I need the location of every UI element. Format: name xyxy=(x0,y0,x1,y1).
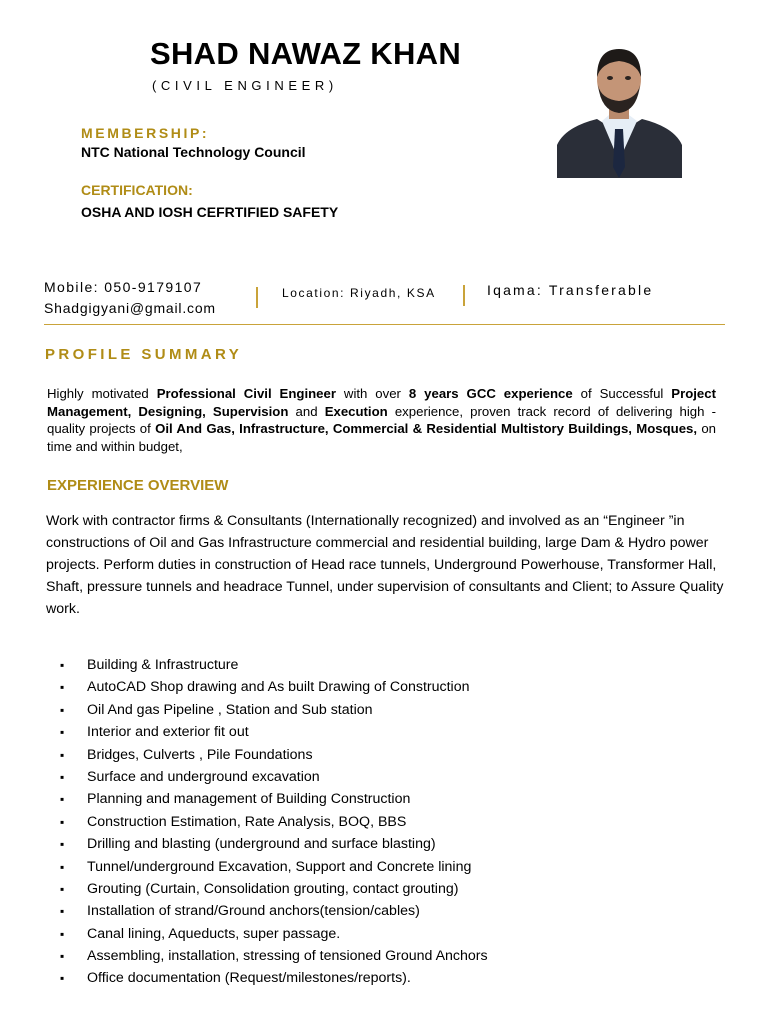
list-item xyxy=(60,967,488,989)
bullet-icon: ▪ xyxy=(60,702,65,717)
list-item xyxy=(60,833,488,855)
bullet-icon: ▪ xyxy=(60,881,65,896)
list-item-text: Tunnel/underground Excavation, Support and Concrete lining xyxy=(87,858,472,875)
list-item-text: Interior and exterior fit out xyxy=(87,724,249,741)
profile-summary-segment: Project Management, Designing, Supervision xyxy=(47,386,716,419)
profile-summary-segment: Highly motivated xyxy=(47,386,157,401)
location: Location: Riyadh, KSA xyxy=(282,286,436,300)
list-item xyxy=(60,788,488,810)
candidate-name: SHAD NAWAZ KHAN xyxy=(150,36,462,71)
list-item-text: Assembling, installation, stressing of tensioned Ground Anchors xyxy=(87,948,488,965)
list-item-text: Planning and management of Building Construction xyxy=(87,791,411,808)
bullet-icon: ▪ xyxy=(60,971,65,986)
list-item xyxy=(60,744,488,766)
profile-summary-segment: on time and within budget, xyxy=(47,421,716,454)
bullet-icon: ▪ xyxy=(60,680,65,695)
email-address: Shadgigyani@gmail.com xyxy=(44,300,216,316)
list-item-text: Grouting (Curtain, Consolidation grouting, contact grouting) xyxy=(87,880,459,897)
profile-summary-heading: PROFILE SUMMARY xyxy=(45,346,243,363)
list-item-text: Oil And gas Pipeline , Station and Sub station xyxy=(87,701,373,718)
profile-summary-segment: experience, proven track record of delivering high - quality projects of xyxy=(47,403,716,436)
list-item xyxy=(60,900,488,922)
list-item xyxy=(60,654,488,676)
bullet-icon: ▪ xyxy=(60,725,65,740)
bullet-icon: ▪ xyxy=(60,769,65,784)
contact-divider xyxy=(256,287,258,308)
list-item-text: Surface and underground excavation xyxy=(87,768,320,785)
bullet-icon: ▪ xyxy=(60,747,65,762)
mobile-number: Mobile: 050-9179107 xyxy=(44,279,203,295)
list-item-text: Bridges, Culverts , Pile Foundations xyxy=(87,746,313,763)
list-item xyxy=(60,878,488,900)
list-item xyxy=(60,766,488,788)
profile-summary-segment: with over xyxy=(335,386,409,401)
list-item-text: Office documentation (Request/milestones/reports). xyxy=(87,970,411,987)
contact-divider xyxy=(463,285,465,306)
experience-overview-text: Work with contractor firms & Consultants (Internationally recognized) and involved as an “Engineer ”in constructions of Oil and Gas Infrastructure commercial and residential building, large Dam & Hydro power projects. Perform duties in construction of Head race tunnels, Underground Powerhouse, Transformer Hall, Shaft, pressure tunnels and headrace Tunnel, under supervision of consultants and Client; to Assure Quality work. xyxy=(46,513,724,617)
profile-summary-segment: 8 years GCC experience xyxy=(408,386,573,401)
profile-summary-segment: Execution xyxy=(324,403,388,419)
list-item-text: Canal lining, Aqueducts, super passage. xyxy=(87,925,341,942)
experience-overview-heading: EXPERIENCE OVERVIEW xyxy=(47,477,229,494)
portrait-image xyxy=(557,41,682,178)
bullet-icon: ▪ xyxy=(60,814,65,829)
membership-label: MEMBERSHIP: xyxy=(81,125,210,141)
certification-label: CERTIFICATION: xyxy=(81,182,193,198)
list-item xyxy=(60,721,488,743)
certification-value: OSHA AND IOSH CEFRTIFIED SAFETY xyxy=(81,204,339,220)
list-item xyxy=(60,945,488,967)
profile-summary-segment: of Successful xyxy=(572,386,672,401)
list-item xyxy=(60,923,488,945)
profile-summary-text xyxy=(47,385,716,455)
bullet-icon: ▪ xyxy=(60,949,65,964)
list-item-text: Drilling and blasting (underground and surface blasting) xyxy=(87,836,436,853)
list-item-text: Installation of strand/Ground anchors(tension/cables) xyxy=(87,903,420,920)
list-item xyxy=(60,811,488,833)
header-divider xyxy=(44,324,725,325)
iqama-status: Iqama: Transferable xyxy=(487,282,654,298)
profile-summary-segment: Professional Civil Engineer xyxy=(156,386,336,401)
bullet-icon: ▪ xyxy=(60,904,65,919)
profile-photo xyxy=(557,41,682,178)
bullet-icon: ▪ xyxy=(60,859,65,874)
list-item xyxy=(60,699,488,721)
bullet-icon: ▪ xyxy=(60,837,65,852)
bullet-icon: ▪ xyxy=(60,926,65,941)
profile-summary-segment: and xyxy=(288,403,325,419)
experience-list xyxy=(60,654,488,990)
profile-summary-segment: Oil And Gas, Infrastructure, Commercial & Residential Multistory Buildings, Mosques, xyxy=(155,421,698,436)
bullet-icon: ▪ xyxy=(60,658,65,672)
membership-value: NTC National Technology Council xyxy=(81,144,306,160)
candidate-role: (CIVIL ENGINEER) xyxy=(152,78,338,93)
list-item xyxy=(60,676,488,698)
list-item-text: AutoCAD Shop drawing and As built Drawing of Construction xyxy=(87,679,470,696)
bullet-icon: ▪ xyxy=(60,792,65,807)
list-item xyxy=(60,856,488,878)
list-item-text: Building & Infrastructure xyxy=(87,657,239,673)
list-item-text: Construction Estimation, Rate Analysis, BOQ, BBS xyxy=(87,813,407,830)
